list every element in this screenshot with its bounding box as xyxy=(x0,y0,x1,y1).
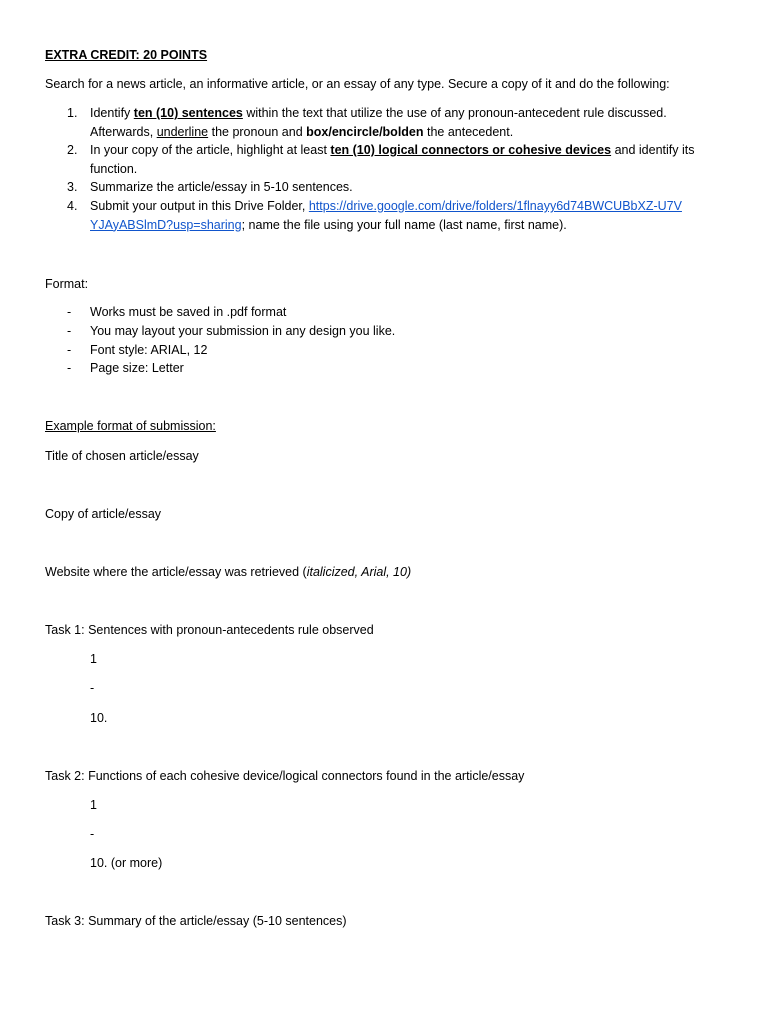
task2-first: 1 xyxy=(90,798,97,812)
task-item xyxy=(90,197,690,234)
task-number: 1. xyxy=(67,106,78,120)
website-format-note: italicized, Arial, 10) xyxy=(306,565,412,579)
task1-mid: - xyxy=(90,681,95,695)
task-text: the antecedent. xyxy=(423,124,514,139)
task-text: Submit your output in this Drive Folder, xyxy=(90,199,309,213)
task-item xyxy=(90,104,710,141)
task2-mid: - xyxy=(90,827,95,841)
format-item: Page size: Letter xyxy=(90,361,184,375)
task3-label: Task 3: Summary of the article/essay (5-10 sentences) xyxy=(45,914,347,928)
task-emphasis: box/encircle/bolden xyxy=(306,124,424,139)
task2-label: Task 2: Functions of each cohesive device/logical connectors found in the article/essay xyxy=(45,769,525,783)
drive-folder-link[interactable]: https://drive.google.com/drive/folders/1flnayy6d74BWCUBbXZ-U7VYJAyABSlmD?usp=sharing xyxy=(90,199,682,232)
website-text: Website where the article/essay was retrieved ( xyxy=(45,565,307,579)
format-label: Format: xyxy=(45,277,89,291)
bullet-dash: - xyxy=(67,361,72,375)
page-heading: EXTRA CREDIT: 20 POINTS xyxy=(45,48,208,62)
task2-last: 10. (or more) xyxy=(90,856,163,870)
task1-first: 1 xyxy=(90,652,97,666)
task-text: Identify xyxy=(90,106,134,120)
task-number: 4. xyxy=(67,199,78,213)
task-number: 2. xyxy=(67,143,78,157)
example-label: Example format of submission: xyxy=(45,419,216,433)
bullet-dash: - xyxy=(67,324,72,338)
task-text: the pronoun and xyxy=(208,124,307,139)
intro-text: Search for a news article, an informative article, or an essay of any type. Secure a copy of it and do the following: xyxy=(45,77,670,91)
task-emphasis: underline xyxy=(156,124,209,139)
format-item: Font style: ARIAL, 12 xyxy=(90,343,208,357)
task-text: and identify its function. xyxy=(90,143,695,176)
task-emphasis: ten (10) logical connectors or cohesive devices xyxy=(330,143,612,157)
task-emphasis: ten (10) sentences xyxy=(133,106,243,120)
format-item: You may layout your submission in any design you like. xyxy=(90,324,396,338)
task-item xyxy=(90,141,710,178)
bullet-dash: - xyxy=(67,305,72,319)
format-item: Works must be saved in .pdf format xyxy=(90,305,287,319)
copy-line: Copy of article/essay xyxy=(45,507,162,521)
task1-last: 10. xyxy=(90,711,108,725)
task-text: Summarize the article/essay in 5-10 sentences. xyxy=(90,180,353,194)
task-text: within the text that utilize the use of any pronoun-antecedent rule discussed. Afterwards, xyxy=(90,106,667,139)
task-item xyxy=(90,178,710,197)
task-text: ; name the file using your full name (last name, first name). xyxy=(241,217,567,232)
website-line xyxy=(45,563,411,581)
title-line: Title of chosen article/essay xyxy=(45,449,199,463)
bullet-dash: - xyxy=(67,343,72,357)
task-number: 3. xyxy=(67,180,78,194)
task1-label: Task 1: Sentences with pronoun-antecedents rule observed xyxy=(45,623,374,637)
task-text: In your copy of the article, highlight at least xyxy=(90,143,331,157)
